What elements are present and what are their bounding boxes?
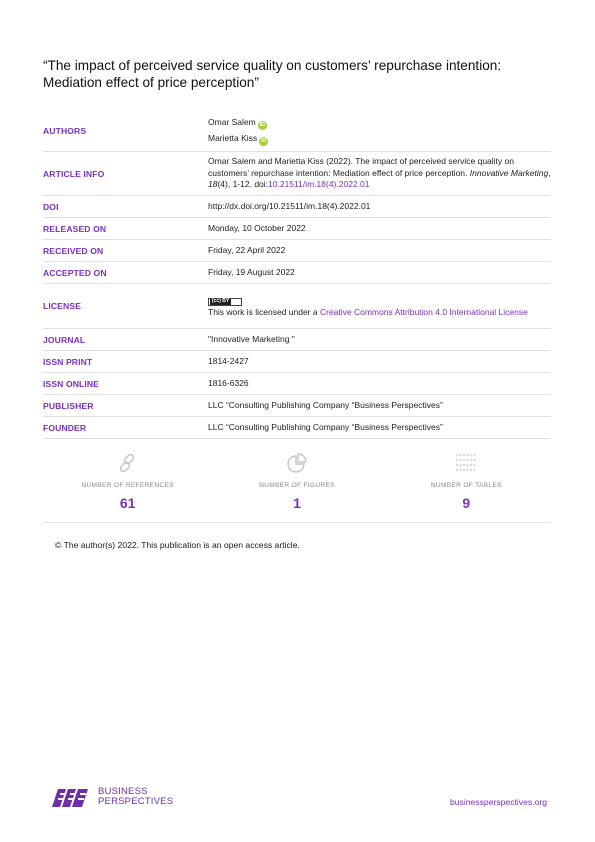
- doi-link[interactable]: 10.21511/im.18(4).2022.01: [268, 179, 370, 190]
- stat-tables: [382, 438, 551, 522]
- article-info-label: ARTICLE INFO: [43, 168, 105, 179]
- issn-print-row: [43, 351, 551, 373]
- license-row: [43, 284, 551, 329]
- article-info-value: Omar Salem and Marietta Kiss (2022). The impact of perceived service quality on customers’ repurchase intention: Mediation effect of price perception. Innovative Marketing, 18(4), 1-12. doi:10.21511/im.18(4).2022.01: [208, 155, 551, 190]
- stat-value: 9: [462, 495, 471, 511]
- accepted-row: [43, 262, 551, 284]
- orcid-icon[interactable]: iD: [260, 137, 267, 144]
- pie-chart-icon: [212, 450, 381, 476]
- stat-label: NUMBER OF FIGURES: [259, 482, 335, 489]
- cc-license-badge[interactable]: (cc) BY: [208, 298, 242, 306]
- copyright-notice: © The author(s) 2022. This publication is an open access article.: [55, 540, 300, 550]
- stat-references: [43, 438, 212, 522]
- stat-value: 61: [119, 495, 136, 511]
- document-title: “The impact of perceived service quality on customers’ repurchase intention: Mediation effect of price perception”: [43, 58, 502, 90]
- publisher-website-link[interactable]: businessperspectives.org: [450, 797, 547, 807]
- founder-label: FOUNDER: [43, 422, 87, 433]
- author-item[interactable]: [208, 117, 551, 130]
- received-value: Friday, 22 April 2022: [208, 244, 286, 255]
- stat-value: 1: [293, 495, 301, 511]
- table-icon: [382, 450, 551, 476]
- released-value: Monday, 10 October 2022: [208, 222, 306, 233]
- founder-value: LLC “Consulting Publishing Company “Business Perspectives”: [208, 421, 443, 432]
- doi-row: [43, 196, 551, 218]
- accepted-value: Friday, 19 August 2022: [208, 266, 295, 277]
- article-info-text: Omar Salem and Marietta Kiss (2022). The impact of perceived service quality on customers’ repurchase intention: Mediation effect of price perception.: [208, 155, 514, 178]
- released-row: [43, 218, 551, 240]
- author-item[interactable]: [208, 133, 551, 146]
- link-icon: [43, 450, 212, 476]
- publisher-row: [43, 395, 551, 417]
- article-info-row: [43, 152, 551, 196]
- license-link[interactable]: Creative Commons Attribution 4.0 International License: [319, 306, 528, 317]
- doi-value[interactable]: http://dx.doi.org/10.21511/im.18(4).2022.01: [208, 200, 371, 211]
- metadata-table: [43, 111, 551, 439]
- founder-row: [43, 417, 551, 439]
- authors-label: AUTHORS: [43, 126, 87, 136]
- doi-label: DOI: [43, 201, 59, 212]
- publisher-value: LLC “Consulting Publishing Company “Business Perspectives”: [208, 399, 443, 410]
- license-text: This work is licensed under a: [208, 306, 320, 317]
- authors-row: [43, 111, 551, 152]
- volume: 18: [208, 179, 218, 190]
- issn-print-label: ISSN PRINT: [43, 356, 93, 367]
- journal-row: [43, 329, 551, 351]
- orcid-icon[interactable]: iD: [259, 121, 265, 128]
- journal-value: "Innovative Marketing ": [208, 333, 295, 344]
- author-name[interactable]: Marietta Kiss: [208, 132, 258, 143]
- stat-figures: [212, 438, 381, 522]
- received-row: [43, 240, 551, 262]
- stat-label: NUMBER OF REFERENCES: [81, 482, 174, 489]
- accepted-label: ACCEPTED ON: [43, 267, 107, 278]
- publisher-logo[interactable]: [48, 785, 173, 809]
- business-perspectives-logo-icon: [48, 785, 92, 809]
- article-stats: [43, 438, 551, 523]
- journal-label: JOURNAL: [43, 334, 86, 345]
- license-label: LICENSE: [43, 301, 81, 311]
- stat-label: NUMBER OF TABLES: [430, 482, 502, 489]
- received-label: RECEIVED ON: [43, 245, 104, 256]
- logo-line-2: PERSPECTIVES: [98, 796, 174, 807]
- logo-line-1: BUSINESS: [98, 786, 148, 797]
- journal-name: Innovative Marketing: [469, 167, 549, 178]
- author-name[interactable]: Omar Salem: [208, 116, 256, 127]
- publisher-label: PUBLISHER: [43, 400, 94, 411]
- issn-online-row: [43, 373, 551, 395]
- issn-online-value: 1816-6326: [208, 377, 249, 388]
- issn-print-value: 1814-2427: [208, 355, 249, 366]
- issn-online-label: ISSN ONLINE: [43, 378, 100, 389]
- released-label: RELEASED ON: [43, 223, 107, 234]
